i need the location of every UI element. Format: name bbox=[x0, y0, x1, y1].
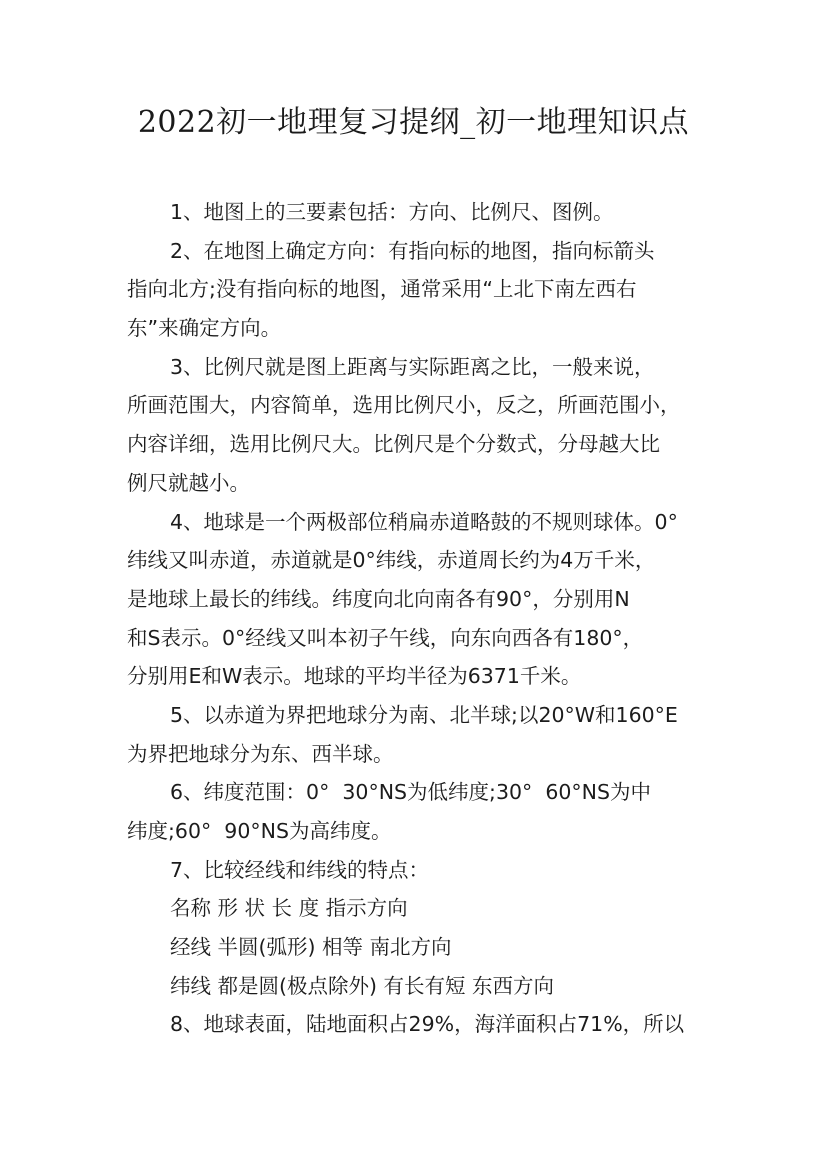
text-line: 指向北方;没有指向标的地图，通常采用“上北下南左西右 bbox=[127, 277, 637, 302]
text-line: 6、纬度范围：0° 30°NS为低纬度;30° 60°NS为中 bbox=[170, 780, 652, 805]
text-line: 和S表示。0°经线又叫本初子午线，向东向西各有180°， bbox=[127, 625, 644, 650]
document-title: 2022初一地理复习提纲_初一地理知识点 bbox=[137, 105, 690, 140]
text-line: 纬线 都是圆(极点除外) 有长有短 东西方向 bbox=[170, 973, 555, 998]
text-line: 8、地球表面，陆地面积占29%，海洋面积占71%，所以 bbox=[170, 1012, 685, 1037]
text-line: 为界把地球分为东、西半球。 bbox=[127, 741, 394, 766]
text-line: 是地球上最长的纬线。纬度向北向南各有90°，分别用N bbox=[127, 586, 630, 611]
text-line: 所画范围大，内容简单，选用比例尺小，反之，所画范围小， bbox=[127, 393, 681, 418]
text-line: 纬线又叫赤道，赤道就是0°纬线，赤道周长约为4万千米， bbox=[127, 548, 656, 573]
text-line: 5、以赤道为界把地球分为南、北半球;以20°W和160°E bbox=[170, 702, 678, 727]
text-line: 7、比较经线和纬线的特点： bbox=[170, 857, 430, 882]
text-line: 例尺就越小。 bbox=[127, 470, 250, 495]
text-line: 东”来确定方向。 bbox=[127, 316, 282, 341]
text-line: 内容详细，选用比例尺大。比例尺是个分数式，分母越大比 bbox=[127, 432, 660, 457]
text-line: 1、地图上的三要素包括：方向、比例尺、图例。 bbox=[170, 200, 614, 224]
text-line: 名称 形 状 长 度 指示方向 bbox=[170, 896, 408, 921]
document-body bbox=[127, 193, 727, 1044]
text-line: 分别用E和W表示。地球的平均半径为6371千米。 bbox=[127, 664, 582, 689]
text-line: 2、在地图上确定方向：有指向标的地图，指向标箭头 bbox=[170, 238, 655, 263]
text-line: 3、比例尺就是图上距离与实际距离之比，一般来说， bbox=[170, 354, 655, 379]
text-line: 经线 半圆(弧形) 相等 南北方向 bbox=[170, 935, 452, 960]
text-line: 4、地球是一个两极部位稍扁赤道略鼓的不规则球体。0° bbox=[170, 509, 678, 534]
text-line: 纬度;60° 90°NS为高纬度。 bbox=[127, 819, 392, 843]
